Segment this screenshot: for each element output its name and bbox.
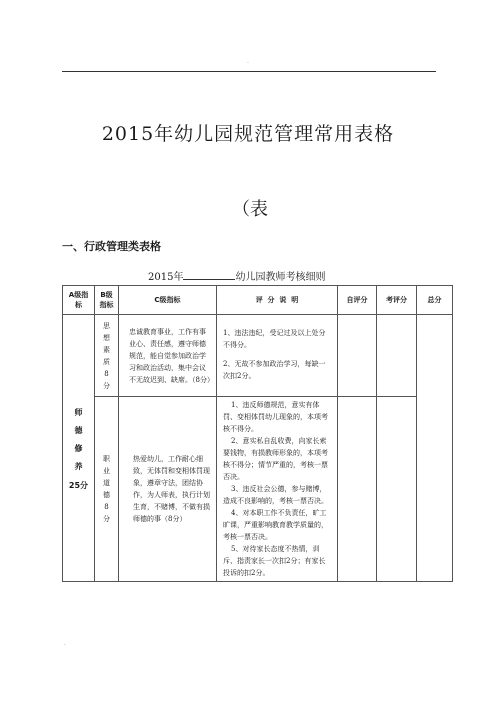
- c-indicator-cell: 忠诚教育事业，工作有事业心、责任感，遵守师德规范，能自觉参加政治学习和政治活动，集中会议不无故迟到、缺席。（8分）: [119, 315, 217, 397]
- criteria-item: 4、对本职工作不负责任，旷工旷课，严重影响教育教学质量的，考核一票否决。: [223, 509, 328, 541]
- c-indicator-cell: 热爱幼儿，工作耐心细致，无体罚和变相体罚现象，遵章守法，团结协作，为人师表，执行计划生育，不赌博，不做有损师德的事（8分）: [119, 397, 217, 582]
- header-a-indicator: A级指标: [63, 286, 95, 315]
- peer-score-cell[interactable]: [377, 315, 417, 397]
- criteria-item: 2、无故不参加政治学习，每缺一次扣2分。: [223, 360, 326, 380]
- a-indicator-name: 师德修养: [74, 408, 83, 471]
- criteria-item: 1、违反师德规范，意实有体罚、变相体罚幼儿现象的，本项考核不得分。: [223, 401, 328, 433]
- criteria-item: 2、意实私自乱收费，向家长索要钱物，有损教师形象的，本项考核不得分；情节严重的，考核一票否决。: [223, 437, 328, 481]
- header-c-indicator: C级指标: [119, 286, 217, 315]
- header-total: 总分: [417, 286, 453, 315]
- assessment-table: [62, 285, 453, 582]
- caption-title: 幼儿园教师考核细则: [235, 272, 326, 283]
- criteria-item: 1、违法违纪，受记过及以上处分不得分。: [223, 329, 326, 349]
- table-header-row: [63, 286, 453, 315]
- b-indicator-cell: [95, 397, 119, 582]
- header-rule: [62, 71, 436, 72]
- b-indicator-text: 思想素质8分: [103, 321, 110, 390]
- self-score-cell[interactable]: [338, 315, 377, 397]
- caption-blank-line: [183, 269, 235, 280]
- a-indicator-score: 25分: [68, 481, 89, 490]
- criteria-cell: [217, 315, 338, 397]
- criteria-item: 3、违反社会公德，参与赌博，造成不良影响的，考核一票否决。: [223, 485, 328, 505]
- footer-mark: .: [64, 640, 66, 647]
- b-indicator-cell: [95, 315, 119, 397]
- header-mark: .: [247, 58, 249, 65]
- table-caption: [148, 268, 325, 283]
- b-indicator-text: 职业道德8分: [103, 455, 110, 523]
- header-peer-score: 考评分: [377, 286, 417, 315]
- self-score-cell[interactable]: [338, 397, 377, 582]
- page-subtitle: （表: [232, 199, 268, 220]
- table-row: [63, 397, 453, 582]
- peer-score-cell[interactable]: [377, 397, 417, 582]
- criteria-item: 5、对待家长态度不热情，训斥、指责家长一次扣2分；有家长投诉的扣2分。: [223, 545, 326, 577]
- total-score-cell[interactable]: [417, 315, 453, 582]
- caption-year: 2015年: [148, 272, 184, 283]
- section-heading: 一、行政管理类表格: [62, 240, 161, 253]
- header-self-score: 自评分: [338, 286, 377, 315]
- a-indicator-cell: [63, 315, 95, 582]
- header-b-indicator: B级指标: [95, 286, 119, 315]
- header-criteria: 评 分 说 明: [217, 286, 338, 315]
- table-row: [63, 315, 453, 397]
- criteria-cell: [217, 397, 338, 582]
- page-title: 2015年幼儿园规范管理常用表格: [101, 123, 395, 145]
